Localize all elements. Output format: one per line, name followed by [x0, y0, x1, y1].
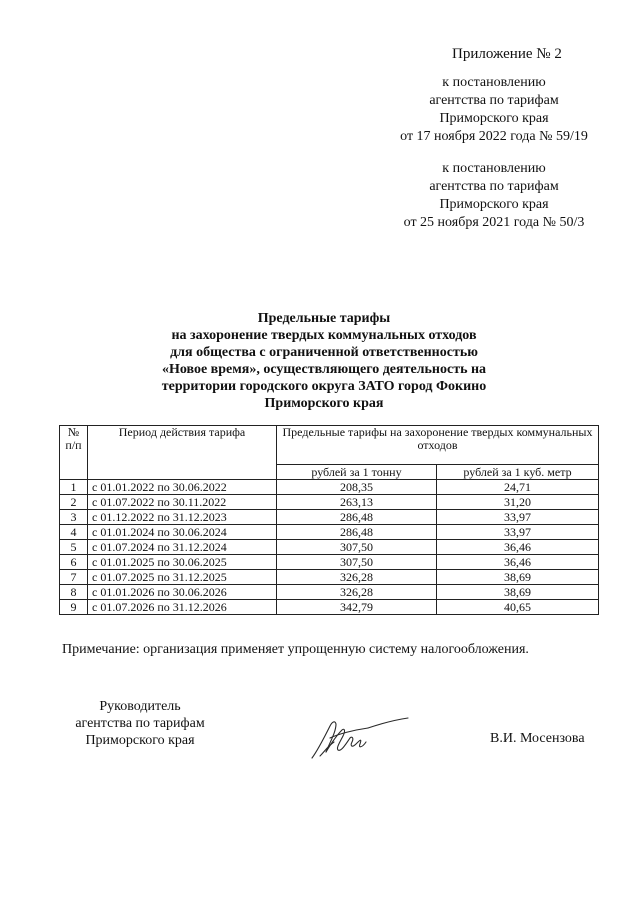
- row-tariff-cubic: 33,97: [437, 525, 599, 540]
- row-tariff-tonne: 208,35: [277, 480, 437, 495]
- heading-line: «Новое время», осуществляющего деятельность на: [161, 362, 487, 377]
- resolution-reference-2022: [370, 74, 618, 146]
- document-heading: [100, 310, 548, 412]
- reference-line: от 25 ноября 2021 года № 50/3: [403, 215, 585, 230]
- row-number: 1: [60, 480, 88, 495]
- row-number: 8: [60, 585, 88, 600]
- row-tariff-cubic: 38,69: [437, 585, 599, 600]
- table-row: [60, 525, 599, 540]
- table-row: [60, 480, 599, 495]
- header-per-cubic-meter: рублей за 1 куб. метр: [437, 465, 599, 480]
- row-period: с 01.07.2026 по 31.12.2026: [88, 600, 277, 615]
- row-period: с 01.01.2026 по 30.06.2026: [88, 585, 277, 600]
- table-row: [60, 570, 599, 585]
- signatory-title: [60, 698, 220, 749]
- row-tariff-cubic: 38,69: [437, 570, 599, 585]
- tax-note: Примечание: организация применяет упрощенную систему налогообложения.: [62, 642, 529, 657]
- row-number: 2: [60, 495, 88, 510]
- table-row: [60, 510, 599, 525]
- reference-line: агентства по тарифам: [429, 93, 559, 108]
- handwritten-signature: [308, 712, 412, 764]
- reference-line: агентства по тарифам: [429, 179, 559, 194]
- heading-line: Приморского края: [264, 396, 384, 411]
- reference-line: к постановлению: [442, 161, 546, 176]
- heading-line: Предельные тарифы: [257, 311, 391, 326]
- header-number-line: п/п: [65, 438, 82, 452]
- row-number: 4: [60, 525, 88, 540]
- row-number: 9: [60, 600, 88, 615]
- row-period: с 01.01.2022 по 30.06.2022: [88, 480, 277, 495]
- heading-line: на захоронение твердых коммунальных отходов: [171, 328, 477, 343]
- appendix-title: Приложение № 2: [452, 46, 562, 62]
- row-number: 5: [60, 540, 88, 555]
- table-row: [60, 585, 599, 600]
- heading-line: территории городского округа ЗАТО город Фокино: [161, 379, 487, 394]
- header-number: [60, 426, 88, 480]
- row-number: 3: [60, 510, 88, 525]
- reference-line: Приморского края: [439, 197, 549, 212]
- row-period: с 01.12.2022 по 31.12.2023: [88, 510, 277, 525]
- tariff-table: [59, 425, 599, 615]
- reference-line: Приморского края: [439, 111, 549, 126]
- row-period: с 01.07.2025 по 31.12.2025: [88, 570, 277, 585]
- row-number: 7: [60, 570, 88, 585]
- row-tariff-cubic: 33,97: [437, 510, 599, 525]
- row-tariff-cubic: 31,20: [437, 495, 599, 510]
- row-period: с 01.07.2022 по 30.11.2022: [88, 495, 277, 510]
- header-tariff-group: Предельные тарифы на захоронение твердых коммунальных отходов: [277, 426, 599, 465]
- row-tariff-tonne: 263,13: [277, 495, 437, 510]
- row-tariff-tonne: 326,28: [277, 570, 437, 585]
- row-period: с 01.01.2024 по 30.06.2024: [88, 525, 277, 540]
- signatory-line: Руководитель: [99, 699, 181, 714]
- header-period: Период действия тарифа: [88, 426, 277, 480]
- resolution-reference-2021: [370, 160, 618, 232]
- table-row: [60, 555, 599, 570]
- signatory-line: Приморского края: [85, 733, 195, 748]
- row-tariff-tonne: 307,50: [277, 540, 437, 555]
- row-tariff-cubic: 36,46: [437, 555, 599, 570]
- row-tariff-cubic: 24,71: [437, 480, 599, 495]
- row-tariff-tonne: 286,48: [277, 510, 437, 525]
- row-tariff-cubic: 36,46: [437, 540, 599, 555]
- row-period: с 01.07.2024 по 31.12.2024: [88, 540, 277, 555]
- reference-line: от 17 ноября 2022 года № 59/19: [400, 129, 588, 144]
- row-tariff-tonne: 307,50: [277, 555, 437, 570]
- row-number: 6: [60, 555, 88, 570]
- row-tariff-tonne: 326,28: [277, 585, 437, 600]
- table-header-row: [60, 426, 599, 465]
- table-row: [60, 600, 599, 615]
- header-number-line: №: [67, 425, 80, 439]
- table-row: [60, 495, 599, 510]
- reference-line: к постановлению: [442, 75, 546, 90]
- heading-line: для общества с ограниченной ответственностью: [170, 345, 478, 360]
- row-tariff-cubic: 40,65: [437, 600, 599, 615]
- row-period: с 01.01.2025 по 30.06.2025: [88, 555, 277, 570]
- table-row: [60, 540, 599, 555]
- header-per-tonne: рублей за 1 тонну: [277, 465, 437, 480]
- signatory-line: агентства по тарифам: [75, 716, 205, 731]
- signer-name: В.И. Мосензова: [490, 731, 585, 746]
- row-tariff-tonne: 286,48: [277, 525, 437, 540]
- row-tariff-tonne: 342,79: [277, 600, 437, 615]
